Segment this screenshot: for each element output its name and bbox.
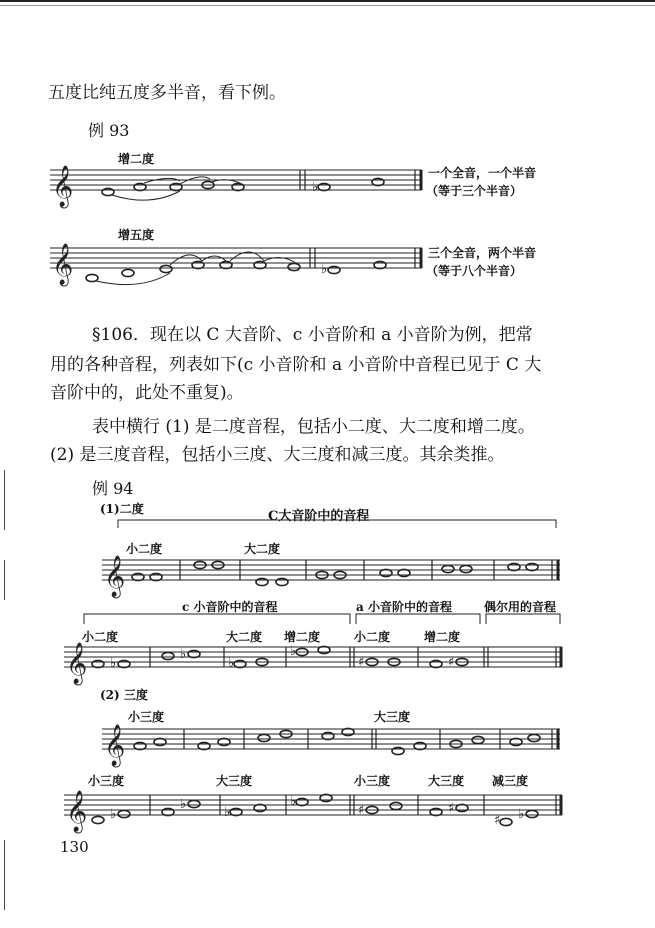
ex93-row1-note2: （等于三个半音） (426, 184, 523, 198)
ex94-r4-major3-b: 大三度 (428, 774, 465, 788)
svg-text:♭: ♭ (110, 807, 117, 822)
paragraph-top: 五度比纯五度多半音，看下例。 (48, 83, 286, 103)
svg-text:♭: ♭ (228, 656, 235, 671)
ex93-staff-row2 (50, 243, 425, 293)
ex93-row2-note2: （等于八个半音） (426, 264, 523, 278)
ex94-r2-aug2-b: 增二度 (424, 630, 461, 644)
ex94-r2-minor2: 小二度 (82, 630, 119, 644)
ex94-staff-row2 (64, 642, 566, 684)
svg-text:♭: ♭ (224, 805, 231, 820)
svg-text:♭: ♭ (518, 807, 525, 822)
svg-text:♯: ♯ (448, 801, 455, 816)
ex93-row1-note1: 一个全音，一个半音 (428, 166, 537, 180)
flat-icon: ♭ (312, 180, 319, 195)
ex93-row2-note1: 三个全音，两个半音 (428, 246, 537, 260)
gutter-mark (4, 840, 5, 910)
ex93-staff-row1 (50, 165, 425, 215)
ex94-r3-major3: 大三度 (374, 710, 411, 724)
para-2-line1: 表中横行 (1) 是二度音程，包括小二度、大二度和增二度。 (92, 417, 535, 437)
sharp-icon: ♯ (358, 655, 365, 670)
para-106-line2: 用的各种音程，列表如下(c 小音阶和 a 小音阶中音程已见于 C 大 (50, 355, 542, 375)
svg-text:♭: ♭ (290, 794, 297, 809)
ex94-section1: (1)二度 (100, 502, 144, 516)
svg-text:♯: ♯ (494, 813, 501, 828)
top-rule-thin (0, 5, 655, 6)
ex94-a-minor: a 小音阶中的音程 (356, 600, 452, 614)
ex94-r2-major2: 大二度 (226, 630, 263, 644)
svg-text:♭: ♭ (180, 647, 187, 662)
example-94-label: 例 94 (92, 479, 134, 498)
ex94-r1-major2: 大二度 (244, 542, 281, 556)
svg-text:𝄞: 𝄞 (104, 725, 126, 766)
ex94-brackets-row2 (84, 612, 564, 626)
ex94-r2-minor2-b: 小二度 (354, 630, 391, 644)
ex94-c-minor: c 小音阶中的音程 (182, 600, 278, 614)
svg-text:♯: ♯ (358, 803, 365, 818)
ex94-r1-minor2: 小二度 (126, 542, 163, 556)
ex94-r4-minor3-b: 小三度 (354, 774, 391, 788)
svg-text:♯: ♯ (448, 655, 455, 670)
example-93-label: 例 93 (88, 121, 130, 140)
svg-text:♭: ♭ (321, 262, 328, 277)
top-rule (0, 0, 655, 2)
ex94-r3-minor3: 小三度 (128, 710, 165, 724)
para-2-line2: (2) 是三度音程，包括小三度、大三度和减三度。其余类推。 (50, 445, 505, 465)
ex94-r4-minor3: 小三度 (88, 774, 125, 788)
ex94-staff-row1 (102, 555, 562, 597)
svg-text:𝄞: 𝄞 (66, 643, 88, 684)
svg-text:𝄞: 𝄞 (66, 791, 88, 832)
svg-text:♭: ♭ (290, 644, 297, 659)
para-106-line1: §106．现在以 C 大音阶、c 小音阶和 a 小音阶为例，把常 (92, 325, 533, 345)
treble-clef-icon: 𝄞 (52, 166, 74, 207)
ex93-row1-label: 增二度 (118, 152, 155, 166)
svg-text:𝄞: 𝄞 (104, 556, 126, 597)
gutter-mark (4, 470, 5, 530)
ex94-bracket-c-major (118, 518, 558, 530)
ex94-staff-row3 (102, 724, 562, 766)
svg-text:♭: ♭ (110, 656, 117, 671)
ex94-occasional: 偶尔用的音程 (484, 600, 557, 614)
ex94-r2-aug2: 增二度 (284, 630, 321, 644)
ex94-r4-dim3: 减三度 (492, 774, 529, 788)
ex94-staff-row4 (64, 790, 566, 832)
page-number: 130 (60, 838, 89, 856)
ex94-c-major: C大音阶中的音程 (268, 509, 370, 524)
ex93-row2-label: 增五度 (118, 228, 155, 242)
svg-text:𝄞: 𝄞 (52, 244, 74, 285)
svg-text:♭: ♭ (180, 797, 187, 812)
para-106-line3: 音阶中的，此处不重复)。 (50, 383, 244, 403)
gutter-mark (4, 560, 5, 600)
ex94-section2: (2) 三度 (100, 688, 148, 702)
ex94-r4-major3: 大三度 (216, 774, 253, 788)
